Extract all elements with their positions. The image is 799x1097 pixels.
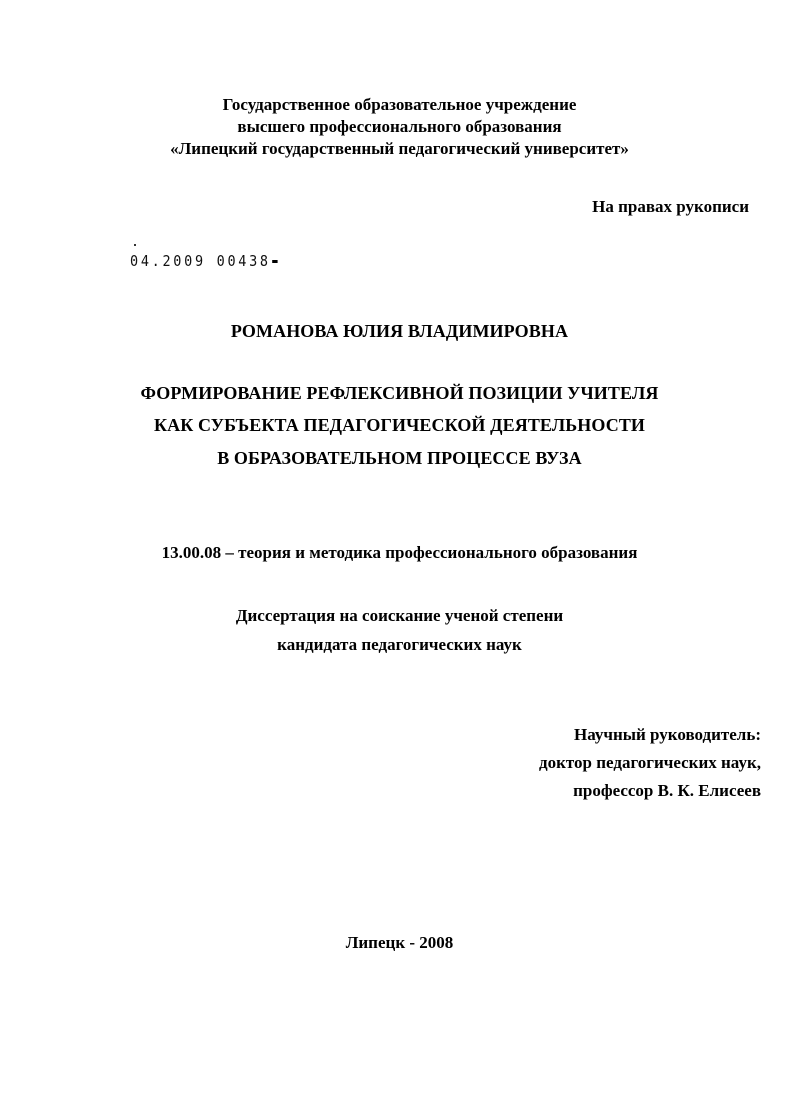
institution-line-2: высшего профессионального образования: [237, 117, 562, 136]
specialty-code: 13.00.08 – теория и методика профессионального образования: [161, 543, 638, 562]
supervisor-label: Научный руководитель:: [574, 725, 761, 744]
title-line-2: КАК СУБЪЕКТА ПЕДАГОГИЧЕСКОЙ ДЕЯТЕЛЬНОСТИ: [153, 415, 646, 435]
stamp-mark-icon: [273, 260, 278, 263]
author-name: РОМАНОВА ЮЛИЯ ВЛАДИМИРОВНА: [230, 321, 569, 341]
institution-line-1: Государственное образовательное учреждение: [222, 95, 577, 114]
stamp-speck: [134, 244, 136, 246]
title-line-1: ФОРМИРОВАНИЕ РЕФЛЕКСИВНОЙ ПОЗИЦИИ УЧИТЕЛЯ: [140, 383, 659, 403]
institution-line-3: «Липецкий государственный педагогический университет»: [170, 139, 629, 158]
title-line-3: В ОБРАЗОВАТЕЛЬНОМ ПРОЦЕССЕ ВУЗА: [217, 448, 582, 468]
archive-stamp-number: 04.2009 00438: [130, 252, 271, 270]
supervisor-degree: доктор педагогических наук,: [539, 753, 761, 772]
degree-line-1: Диссертация на соискание ученой степени: [235, 606, 564, 625]
place-year: Липецк - 2008: [345, 933, 454, 952]
supervisor-name: профессор В. К. Елисеев: [573, 781, 761, 800]
degree-line-2: кандидата педагогических наук: [277, 635, 522, 654]
manuscript-note: На правах рукописи: [592, 197, 749, 216]
archive-stamp: [130, 252, 278, 270]
